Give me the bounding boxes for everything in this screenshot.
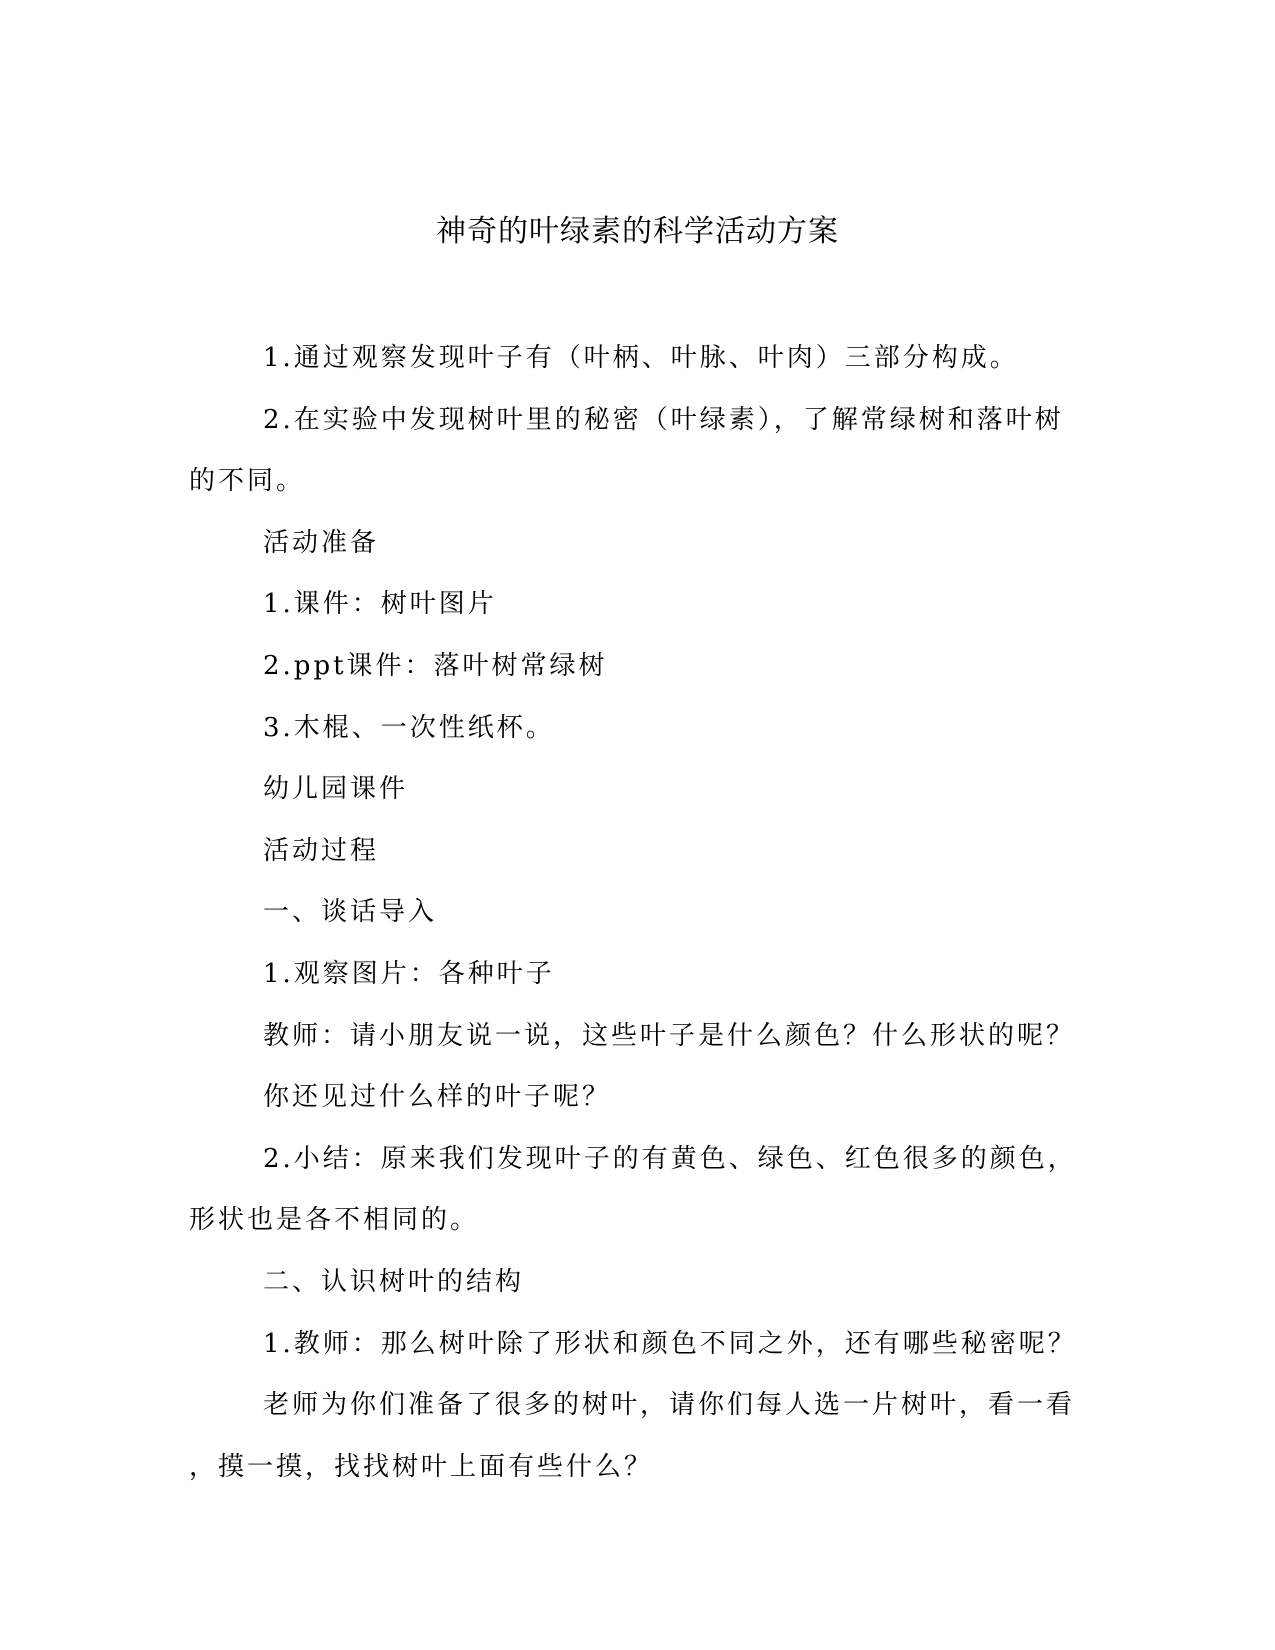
paragraph-line: 1.观察图片：各种叶子 xyxy=(263,958,555,989)
paragraph-line: 2.小结：原来我们发现叶子的有黄色、绿色、红色很多的颜色， xyxy=(263,1143,1077,1174)
paragraph-line: 2.ppt课件：落叶树常绿树 xyxy=(263,650,608,681)
paragraph-line: 教师：请小朋友说一说，这些叶子是什么颜色？什么形状的呢？ xyxy=(263,1020,1076,1051)
document-title: 神奇的叶绿素的科学活动方案 xyxy=(436,214,839,249)
paragraph-line: 你还见过什么样的叶子呢？ xyxy=(263,1082,612,1113)
paragraph-line: 1.教师：那么树叶除了形状和颜色不同之外，还有哪些秘密呢？ xyxy=(263,1328,1077,1359)
section-heading: 活动准备 xyxy=(263,527,380,558)
document-body xyxy=(189,328,1089,1498)
section-heading: 一、谈话导入 xyxy=(263,897,438,928)
paragraph-line: 1.课件：树叶图片 xyxy=(263,589,497,620)
paragraph-line: 老师为你们准备了很多的树叶，请你们每人选一片树叶，看一看 xyxy=(263,1390,1076,1421)
section-heading: 活动过程 xyxy=(263,835,380,866)
paragraph-line: ，摸一摸，找找树叶上面有些什么？ xyxy=(189,1451,654,1482)
paragraph-line: 形状也是各不相同的。 xyxy=(189,1205,480,1236)
paragraph-line: 2.在实验中发现树叶里的秘密（叶绿素），了解常绿树和落叶树 xyxy=(263,404,1064,435)
paragraph-line: 幼儿园课件 xyxy=(263,774,409,805)
section-heading: 二、认识树叶的结构 xyxy=(263,1266,525,1297)
paragraph-line: 3.木棍、一次性纸杯。 xyxy=(263,712,555,743)
paragraph-line: 的不同。 xyxy=(189,466,306,497)
paragraph-line: 1.通过观察发现叶子有（叶柄、叶脉、叶肉）三部分构成。 xyxy=(263,343,1019,373)
